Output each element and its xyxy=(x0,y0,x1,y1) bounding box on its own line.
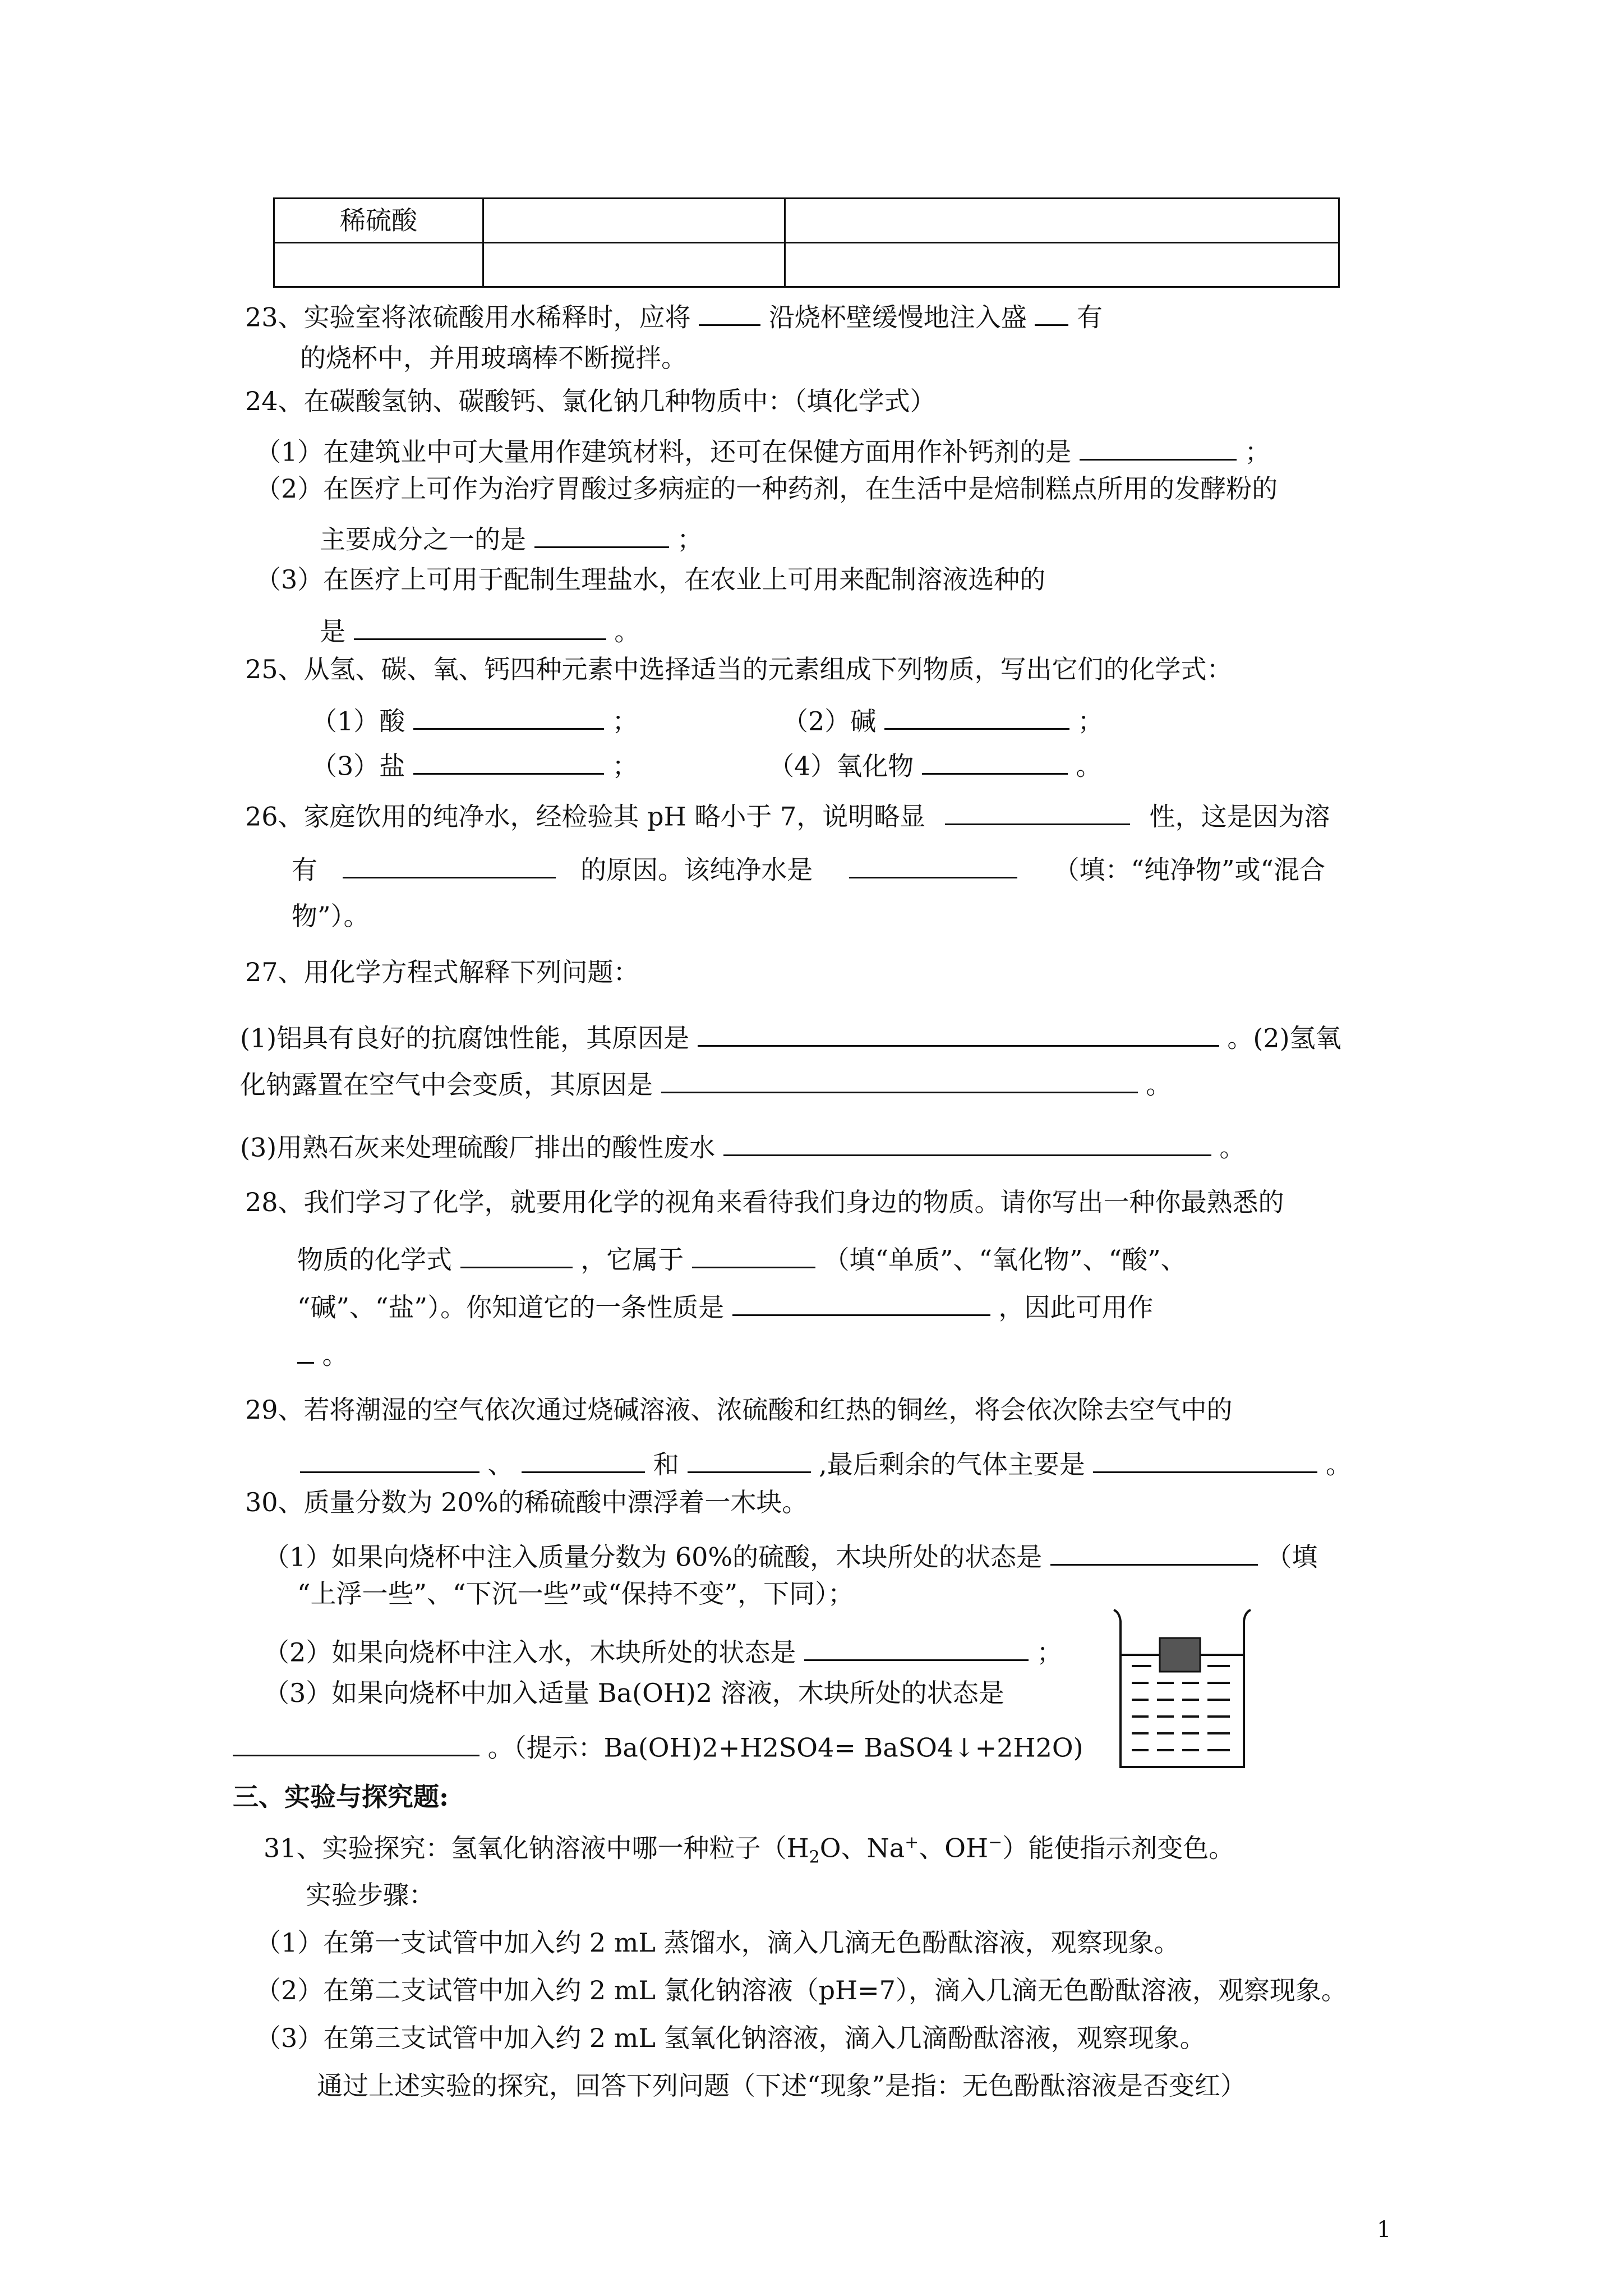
q27-item3 xyxy=(240,1128,1246,1163)
section-heading: 三、实验与探究题: xyxy=(233,1782,449,1812)
q29-text: ,最后剩余的气体主要是 xyxy=(819,1449,1085,1480)
q26-line3: 物”）。 xyxy=(292,901,370,931)
table-cell: 稀硫酸 xyxy=(274,199,483,243)
answer-blank[interactable] xyxy=(233,1728,479,1756)
q25-text: （1）酸 xyxy=(311,706,405,737)
answer-blank[interactable] xyxy=(1050,1537,1258,1566)
q24-title: 24、在碳酸氢钠、碳酸钙、氯化钠几种物质中：（填化学式） xyxy=(245,386,936,416)
q24-item1 xyxy=(255,432,1271,467)
q28-text: “碱”、“盐”）。你知道它的一条性质是 xyxy=(297,1292,725,1323)
answer-blank[interactable] xyxy=(945,797,1130,825)
answer-blank[interactable] xyxy=(534,519,669,548)
q28-text: ，因此可用作 xyxy=(998,1292,1154,1323)
q26-line2 xyxy=(292,850,1326,885)
q29-line2 xyxy=(300,1444,1352,1480)
q28-line1: 28、我们学习了化学，就要用化学的视角来看待我们身边的物质。请你写出一种你最熟悉的 xyxy=(245,1187,1284,1217)
q31-step4: 通过上述实验的探究，回答下列问题（下述“现象”是指：无色酚酞溶液是否变红） xyxy=(317,2070,1247,2101)
wood-block xyxy=(1160,1638,1200,1672)
answer-blank[interactable] xyxy=(692,1240,815,1268)
q27-title: 27、用化学方程式解释下列问题： xyxy=(245,957,639,987)
q24-text: 主要成分之一的是 xyxy=(320,524,526,555)
q27-text: (3)用熟石灰来处理硫酸厂排出的酸性废水 xyxy=(240,1132,716,1163)
q24-item2-cont xyxy=(320,519,703,555)
answer-blank[interactable] xyxy=(849,850,1017,878)
answer-blank[interactable] xyxy=(297,1335,314,1364)
answer-blank[interactable] xyxy=(354,611,606,640)
q26-text: 性，这是因为溶 xyxy=(1149,801,1330,832)
q27-item2 xyxy=(240,1065,1172,1100)
q23-text: 23、实验室将浓硫酸用水稀释时，应将 xyxy=(245,302,691,333)
q29-line1: 29、若将潮湿的空气依次通过烧碱溶液、浓硫酸和红热的铜丝，将会依次除去空气中的 xyxy=(245,1395,1233,1425)
beaker-illustration xyxy=(1109,1604,1255,1773)
answer-blank[interactable] xyxy=(300,1444,479,1473)
answer-blank[interactable] xyxy=(688,1444,811,1473)
answer-blank[interactable] xyxy=(884,701,1069,730)
q25-text: （3）盐 xyxy=(311,751,405,781)
q31-superscript: − xyxy=(988,1833,1003,1852)
q25-item3 xyxy=(311,746,638,779)
answer-blank[interactable] xyxy=(343,850,556,878)
q31-subscript: 2 xyxy=(809,1847,820,1867)
q25-item4 xyxy=(768,746,1102,779)
q31-text: 、OH xyxy=(919,1833,989,1864)
q30-item2 xyxy=(264,1632,1063,1668)
q31-steps-label: 实验步骤： xyxy=(306,1880,435,1910)
answer-blank[interactable] xyxy=(922,746,1068,775)
q31-title xyxy=(264,1834,1234,1866)
page-number: 1 xyxy=(1377,2217,1391,2243)
table-cell xyxy=(483,199,785,243)
answer-table xyxy=(273,197,1340,288)
q24-text: （1）在建筑业中可大量用作建筑材料，还可在保健方面用作补钙剂的是 xyxy=(255,436,1072,467)
q30-text: 。（提示：Ba(OH)2+H2SO4= BaSO4↓+2H2O) xyxy=(487,1732,1083,1763)
answer-blank[interactable] xyxy=(522,1444,645,1473)
q30-title: 30、质量分数为 20%的稀硫酸中漂浮着一木块。 xyxy=(245,1487,808,1517)
q25-text: （4）氧化物 xyxy=(768,751,914,781)
q30-text: （2）如果向烧杯中注入水，木块所处的状态是 xyxy=(264,1637,796,1668)
q28-text: 。 xyxy=(322,1340,348,1370)
q28-line2 xyxy=(297,1240,1187,1275)
q24-text: 是 xyxy=(320,616,345,647)
q30-text: （填 xyxy=(1266,1542,1318,1572)
q24-text: 。 xyxy=(614,616,640,647)
answer-blank[interactable] xyxy=(699,297,760,326)
q27-text: 。 xyxy=(1219,1132,1246,1163)
q23-text: 有 xyxy=(1077,302,1103,333)
q23-line2: 的烧杯中，并用玻璃棒不断搅拌。 xyxy=(300,343,687,373)
q30-item1-cont: “上浮一些”、“下沉一些”或“保持不变”，下同）； xyxy=(297,1579,854,1609)
q31-step2: （2）在第二支试管中加入约 2 mL 氯化钠溶液（pH=7），滴入几滴无色酚酞溶液，观察现象。 xyxy=(255,1975,1347,2005)
q30-item3: （3）如果向烧杯中加入适量 Ba(OH)2 溶液，木块所处的状态是 xyxy=(264,1678,1004,1708)
q24-item3: （3）在医疗上可用于配制生理盐水，在农业上可用来配制溶液选种的 xyxy=(255,564,1046,595)
answer-blank[interactable] xyxy=(698,1018,1219,1047)
q30-text: ； xyxy=(1036,1637,1063,1668)
q24-text: ； xyxy=(677,524,703,555)
q31-text: ）能使指示剂变色。 xyxy=(1002,1833,1235,1864)
answer-blank[interactable] xyxy=(661,1065,1138,1093)
q25-text: ； xyxy=(612,706,638,737)
answer-blank[interactable] xyxy=(1035,297,1068,326)
answer-blank[interactable] xyxy=(413,746,604,775)
answer-blank[interactable] xyxy=(460,1240,573,1268)
q24-item3-cont xyxy=(320,611,640,647)
answer-blank[interactable] xyxy=(804,1632,1029,1661)
q30-text: （1）如果向烧杯中注入质量分数为 60%的硫酸，木块所处的状态是 xyxy=(264,1542,1043,1572)
q27-text: (1)铝具有良好的抗腐蚀性能，其原因是 xyxy=(240,1023,690,1053)
q27-text: 。(2)氢氧 xyxy=(1227,1023,1341,1053)
q28-text: （填“单质”、“氧化物”、“酸”、 xyxy=(823,1244,1187,1275)
q24-item2: （2）在医疗上可作为治疗胃酸过多病症的一种药剂，在生活中是焙制糕点所用的发酵粉的 xyxy=(255,473,1278,504)
q30-item3-cont xyxy=(233,1728,1083,1763)
table-row xyxy=(274,243,1339,287)
q26-line1 xyxy=(245,797,1330,832)
q31-step3: （3）在第三支试管中加入约 2 mL 氢氧化钠溶液，滴入几滴酚酞溶液，观察现象。 xyxy=(255,2023,1206,2053)
q25-text: ； xyxy=(612,751,638,781)
q31-step1: （1）在第一支试管中加入约 2 mL 蒸馏水，滴入几滴无色酚酞溶液，观察现象。 xyxy=(255,1927,1180,1958)
q26-text: （填：“纯净物”或“混合 xyxy=(1053,854,1326,885)
q25-text: ； xyxy=(1077,706,1104,737)
answer-blank[interactable] xyxy=(732,1287,990,1316)
q24-text: ； xyxy=(1244,436,1271,467)
q29-text: 、 xyxy=(487,1449,514,1480)
q27-item1 xyxy=(240,1018,1341,1051)
answer-blank[interactable] xyxy=(1093,1444,1317,1473)
q30-item1 xyxy=(264,1537,1317,1570)
q28-text: ，它属于 xyxy=(580,1244,684,1275)
table-cell xyxy=(274,243,483,287)
table-cell xyxy=(785,243,1339,287)
q25-item2 xyxy=(782,701,1104,737)
q27-text: 化钠露置在空气中会变质，其原因是 xyxy=(240,1069,653,1100)
q26-text: 26、家庭饮用的纯净水，经检验其 pH 略小于 7，说明略显 xyxy=(245,801,926,832)
q28-text: 物质的化学式 xyxy=(297,1244,452,1275)
q26-text: 的原因。该纯净水是 xyxy=(580,854,813,885)
q25-text: 。 xyxy=(1076,751,1102,781)
q23-text: 沿烧杯壁缓慢地注入盛 xyxy=(768,302,1027,333)
q31-text: O、Na xyxy=(819,1833,905,1864)
q23-line1 xyxy=(245,297,1103,333)
q31-text: 31、实验探究：氢氧化钠溶液中哪一种粒子（H xyxy=(264,1833,809,1864)
q28-line3 xyxy=(297,1287,1154,1323)
q29-text: 和 xyxy=(653,1449,679,1480)
table-row xyxy=(274,199,1339,243)
q27-text: 。 xyxy=(1146,1069,1172,1100)
table-cell xyxy=(785,199,1339,243)
q25-item1 xyxy=(311,701,638,737)
q31-superscript: + xyxy=(905,1833,919,1852)
answer-blank[interactable] xyxy=(1080,432,1237,461)
q26-text: 有 xyxy=(292,854,317,885)
q29-text: 。 xyxy=(1326,1449,1352,1480)
q28-line4 xyxy=(297,1335,348,1368)
answer-blank[interactable] xyxy=(723,1128,1211,1156)
q25-text: （2）碱 xyxy=(782,706,877,737)
answer-blank[interactable] xyxy=(413,701,604,730)
table-cell xyxy=(483,243,785,287)
q25-title: 25、从氢、碳、氧、钙四种元素中选择适当的元素组成下列物质，写出它们的化学式： xyxy=(245,654,1233,684)
